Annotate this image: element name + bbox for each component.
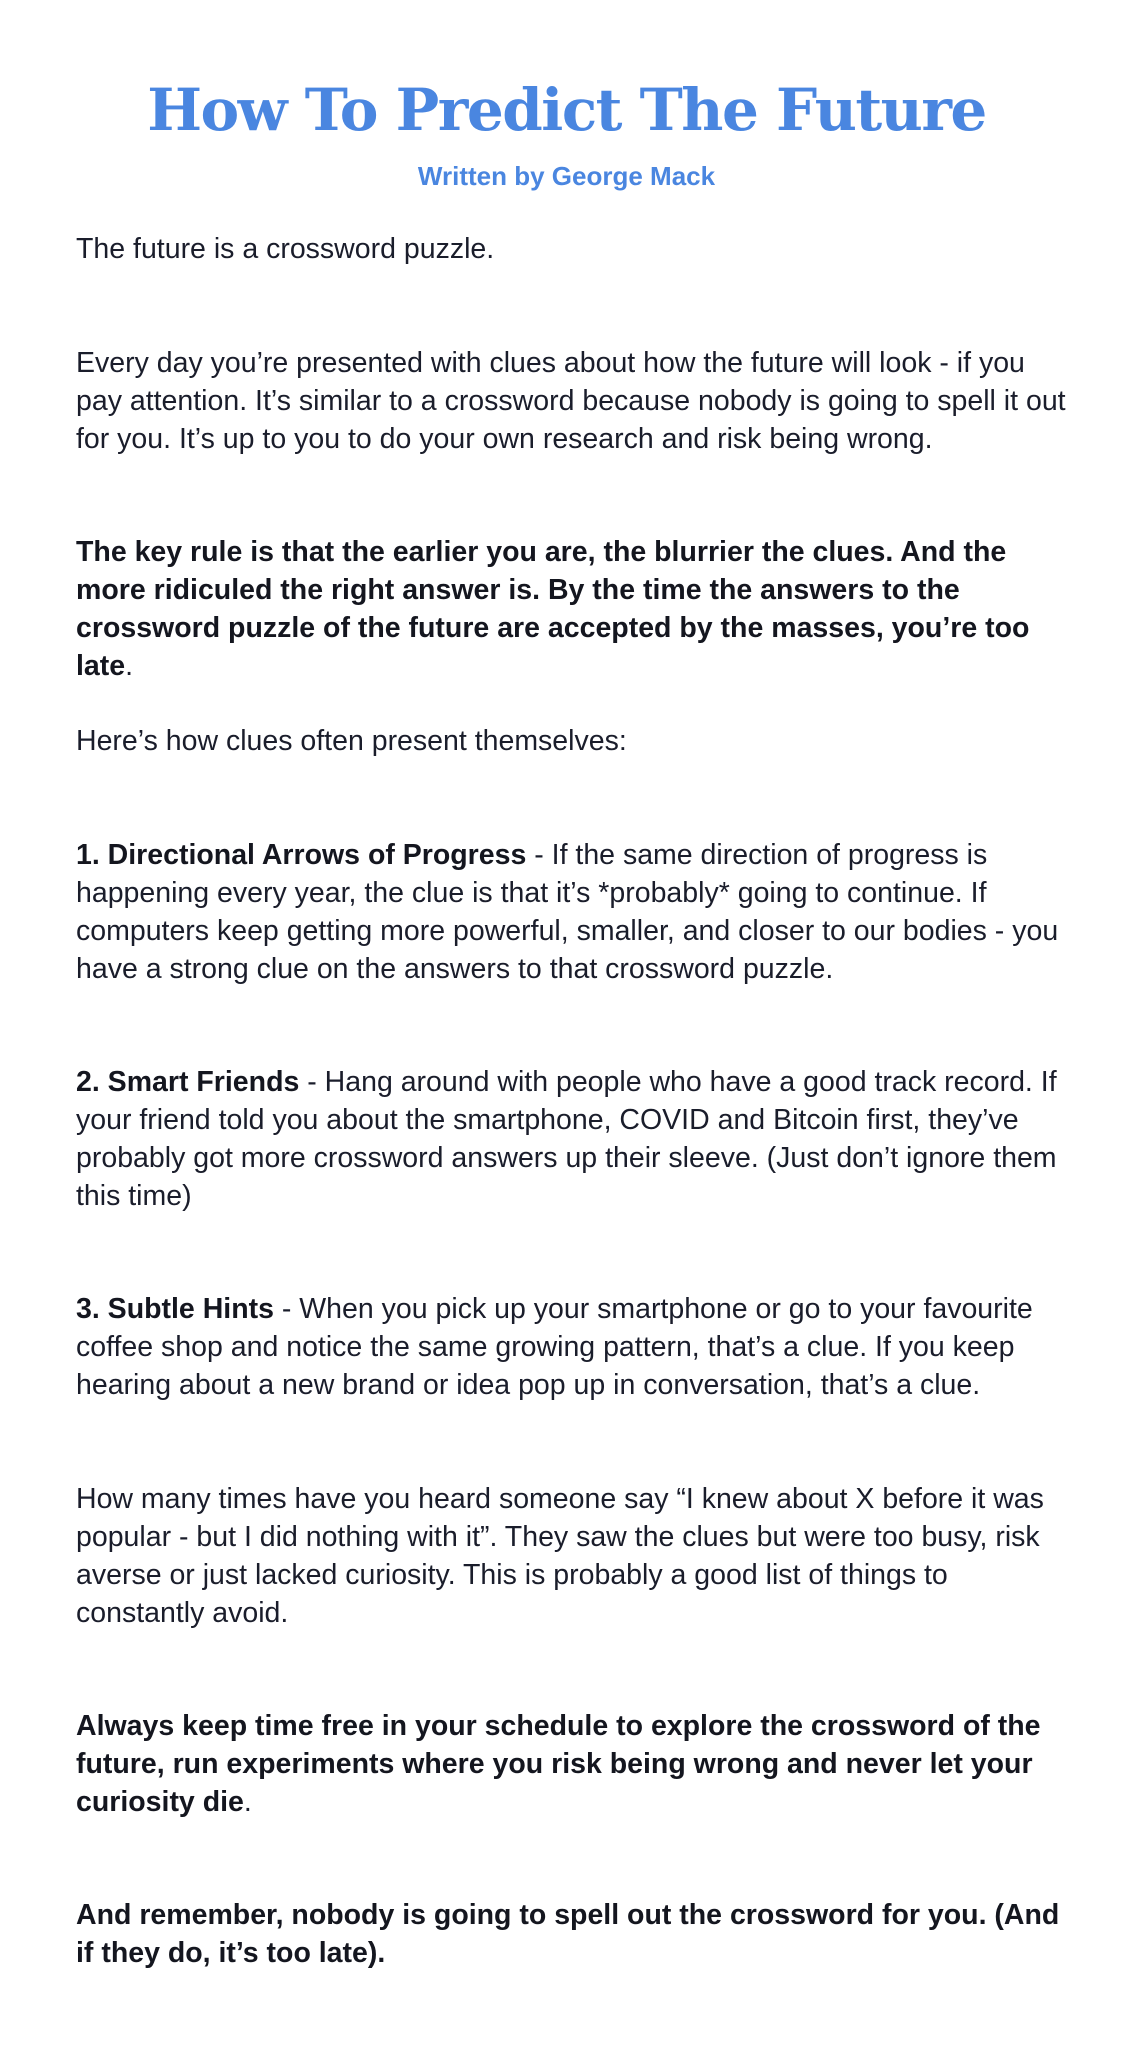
clue-smart-friends (76, 1063, 1076, 1215)
author-byline: Written by George Mack (417, 161, 716, 191)
closing-bold-text: And remember, nobody is going to spell out the crossword for you. (And if they do, it’s too late). (76, 1899, 1060, 1969)
key-rule-period: . (125, 650, 134, 682)
closing-paragraph (76, 1896, 1076, 1972)
key-rule-paragraph (76, 533, 1076, 685)
clue-text: - Hang around with people who have a good track record. If your friend told you about the smartphone, COVID and Bitcoin first, they’ve probably got more crossword answers up their sleeve. (Just don’t ignore them this time) (76, 1066, 1057, 1212)
key-rule-bold-text: The key rule is that the earlier you are, the blurrier the clues. And the more ridiculed the right answer is. By the time the answers to the crossword puzzle of the future are accepted by the masses, you’re too late (76, 536, 1030, 682)
clue-heading: 1. Directional Arrows of Progress (76, 839, 527, 871)
keep-time-free-paragraph (76, 1707, 1076, 1821)
clue-subtle-hints (76, 1290, 1076, 1404)
clue-heading: 2. Smart Friends (76, 1066, 300, 1098)
clue-text: - When you pick up your smartphone or go to your favourite coffee shop and notice the same growing pattern, that’s a clue. If you keep hearing about a new brand or idea pop up in conversation, that’s a clue. (76, 1293, 1033, 1401)
intro-paragraph: The future is a crossword puzzle. (76, 233, 495, 265)
keep-time-free-bold-text: Always keep time free in your schedule to explore the crossword of the future, run experiments where you risk being wrong and never let your curiosity die (76, 1710, 1041, 1818)
clue-heading: 3. Subtle Hints (76, 1293, 274, 1325)
missed-clues-paragraph: How many times have you heard someone say “I knew about X before it was popular - but I did nothing with it”. They saw the clues but were too busy, risk averse or just lacked curiosity. This is probably a good list of things to constantly avoid. (76, 1483, 1044, 1629)
clues-explanation-paragraph: Every day you’re presented with clues about how the future will look - if you pay attention. It’s similar to a crossword because nobody is going to spell it out for you. It’s up to you to do your own research and risk being wrong. (76, 347, 1066, 455)
keep-time-free-period: . (243, 1786, 252, 1818)
clue-directional-arrows (76, 836, 1076, 988)
clue-text: - If the same direction of progress is happening every year, the clue is that it’s *probably* going to continue. If computers keep getting more powerful, smaller, and closer to our bodies - you have a strong clue on the answers to that crossword puzzle. (76, 839, 1059, 985)
article-title: How To Predict The Future (147, 76, 986, 144)
clues-intro-paragraph: Here’s how clues often present themselves: (76, 725, 627, 757)
